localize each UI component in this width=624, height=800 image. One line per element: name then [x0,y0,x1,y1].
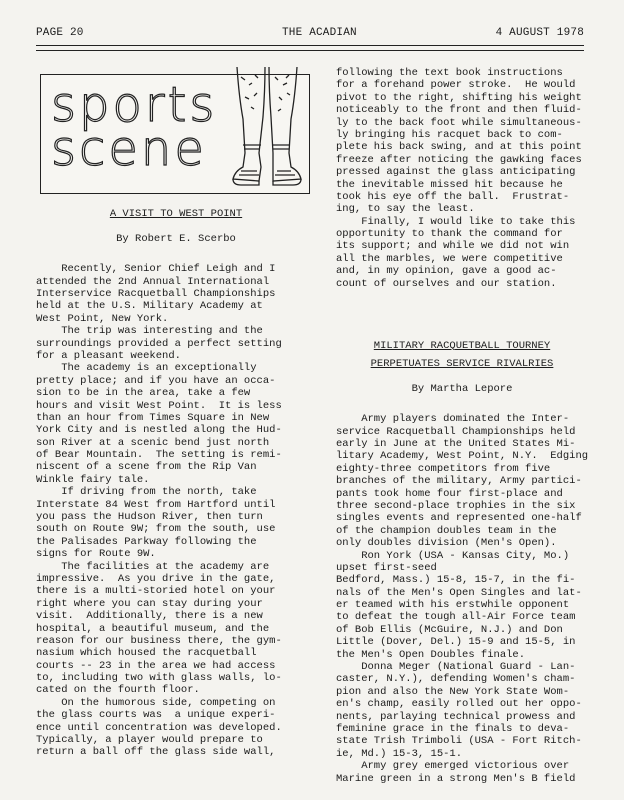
text-line: service Racquetball Championships held [336,425,576,438]
text-line: count of ourselves and our station. [336,277,557,290]
logo-word-scene: scene [51,121,207,177]
text-line: singles events and represented one-half [336,512,582,525]
publication-name: THE ACADIAN [282,27,357,39]
right-column [336,67,588,785]
text-line: all the marbles, we were competitive [336,252,563,265]
text-line: ly bringing his racquet back to com- [336,128,563,141]
text-line: litary Academy, West Point, N.Y. Edging [336,450,589,463]
text-line: to, including two with glass walls, lo- [36,672,282,685]
text-line: West Point, New York. [36,312,169,325]
text-line: three second-place trophies in the six [336,499,576,512]
text-line: Interstate 84 West from Hartford until [36,498,276,511]
sports-scene-logo [40,74,310,194]
text-line: courts -- 23 in the area we had access [36,659,276,672]
text-line: and, in my opinion, gave a good ac- [336,265,557,278]
text-line: The trip was interesting and the [36,325,263,338]
text-line: signs for Route 9W. [36,548,156,561]
logo-word-sports: sports [51,77,218,133]
text-line: eighty-three competitors from five [336,462,551,475]
text-line: caster, N.Y.), defending Women's cham- [336,673,576,686]
page-header [36,27,584,41]
text-line: pion and also the New York State Wom- [336,685,570,698]
text-line: pivot to the right, shifting his weight [336,91,582,104]
text-line: sion to be in the area, take a few [36,387,251,400]
text-line: ing, to say the least. [336,203,475,216]
text-line: south on Route 9W; from the south, use [36,523,276,536]
text-line: son River at a scenic bend just north [36,436,270,449]
text-line: only doubles division (Men's Open). [336,537,557,550]
text-line: state Trish Trimboli (USA - Fort Ritch- [336,735,582,748]
page-number: PAGE 20 [36,27,84,39]
article-body-racquetball [336,413,588,785]
text-line: the Men's Open Doubles finale. [336,648,526,661]
text-line: early in June at the United States Mi- [336,438,576,451]
legs-sneakers-icon [229,67,303,191]
text-line: Recently, Senior Chief Leigh and I [36,263,276,276]
text-line: Army grey emerged victorious over [336,760,570,773]
text-line: impressive. As you drive in the gate, [36,572,276,585]
text-line: ly to the back foot while simultaneous- [336,116,582,129]
text-line: the Palisades Parkway following the [36,535,257,548]
text-line: visit. Additionally, there is a new [36,610,263,623]
text-line: ie, Md.) 15-3, 15-1. [336,747,463,760]
text-line: pressed against the glass anticipating [336,166,576,179]
article-title-racquetball-line1: MILITARY RACQUETBALL TOURNEY [373,339,551,352]
text-line: Ron York (USA - Kansas City, Mo.) [336,549,570,562]
text-line: of Bob Ellis (McGuire, N.J.) and Don [336,623,563,636]
text-line: of Bear Mountain. The setting is remi- [36,449,282,462]
text-line: The academy is an exceptionally [36,362,257,375]
article-title-west-point: A VISIT TO WEST POINT [109,208,243,220]
article-body-west-point-continued [336,67,588,290]
header-rule [36,45,584,46]
text-line: Winkle fairy tale. [36,473,150,486]
text-line: its support; and while we did not win [336,240,570,253]
article-body-west-point [36,263,316,759]
text-line: took his eye off the ball. Frustrat- [336,190,570,203]
text-line: to defeat the tough all-Air Force team [336,611,576,624]
text-line: Typically, a player would prepare to [36,734,263,747]
text-line: The facilities at the academy are [36,560,270,573]
text-line: pretty place; and if you have an occa- [36,374,276,387]
text-line: nents, parlaying technical prowess and [336,710,576,723]
text-line: branches of the military, Army partici- [336,475,582,488]
text-line: cated on the fourth floor. [36,684,200,697]
text-line: Little (Dover, Del.) 15-9 and 15-5, in [336,636,576,649]
text-line: nasium which housed the racquetball [36,647,257,660]
text-line: Army players dominated the Inter- [336,413,570,426]
text-line: On the humorous side, competing on [36,696,276,709]
text-line: hours and visit West Point. It is less [36,399,282,412]
text-line: surroundings provided a perfect setting [36,337,282,350]
text-line: niscent of a scene from the Rip Van [36,461,257,474]
header-rule-secondary [36,50,584,51]
text-line: Marine green in a strong Men's B field [336,772,576,785]
text-line: following the text book instructions [336,67,563,79]
text-line: reason for our business there, the gym- [36,634,282,647]
text-line: feminine grace in the finals to deva- [336,723,570,735]
text-line: pants took home four first-place and [336,487,563,500]
text-line: en's champ, easily rolled out her oppo- [336,698,582,711]
text-line: than an hour from Times Square in New [36,411,270,424]
text-line: of the champion doubles team in the [336,524,557,537]
text-line: you pass the Hudson River, then turn [36,511,263,524]
text-line: return a ball off the glass side wall, [36,746,276,759]
text-line: freeze after noticing the gawking faces [336,153,582,166]
text-line: Donna Meger (National Guard - Lan- [336,661,576,674]
text-line: nals of the Men's Open Singles and lat- [336,586,582,599]
text-line: there is a multi-storied hotel on your [36,585,276,598]
text-line: plete his back swing, and at this point [336,141,582,154]
text-line: the inevitable missed hit because he [336,178,563,191]
text-line: Bedford, Mass.) 15-8, 15-7, in the fi- [336,574,576,587]
text-line: upset first-seed [336,561,437,574]
text-line: for a forehand power stroke. He would [336,79,576,92]
text-line: ence until concentration was developed. [36,721,282,734]
text-line: York City and is nestled along the Hud- [36,424,282,437]
article-byline-lepore: By Martha Lepore [411,382,513,395]
article-title-racquetball-line2: PERPETUATES SERVICE RIVALRIES [370,358,554,371]
text-line: for a pleasant weekend. [36,349,181,362]
text-line: held at the U.S. Military Academy at [36,300,263,313]
text-line: attended the 2nd Annual International [36,275,270,288]
text-line: noticeably to the front and then fluid- [336,104,582,117]
issue-date: 4 AUGUST 1978 [495,27,584,39]
text-line: If driving from the north, take [36,486,257,499]
text-line: er teamed with his erstwhile opponent [336,599,570,612]
text-line: right where you can stay during your [36,597,263,610]
text-line: the glass courts was a unique experi- [36,709,276,722]
text-line: Finally, I would like to take this [336,215,576,228]
text-line: opportunity to thank the command for [336,228,563,241]
left-column [36,208,316,759]
article-byline-scerbo: By Robert E. Scerbo [116,232,236,245]
text-line: hospital, a beautiful museum, and the [36,622,270,635]
text-line: Interservice Racquetball Championships [36,287,276,300]
